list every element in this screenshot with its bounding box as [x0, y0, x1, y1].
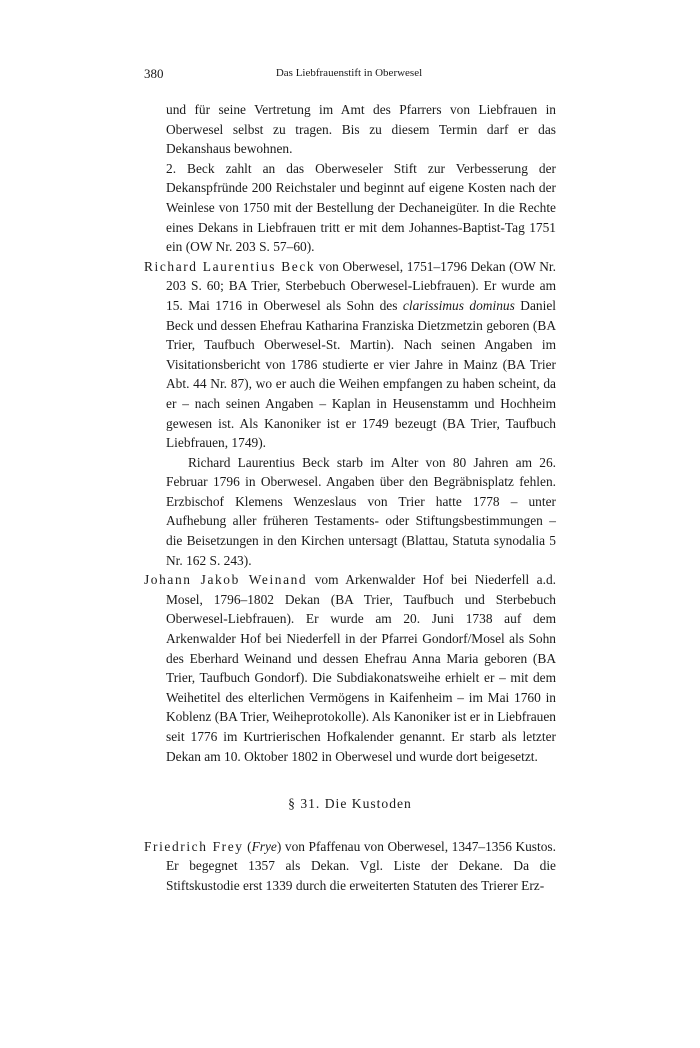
- entry-beck: [144, 257, 556, 453]
- entry-frey-text-a: (: [243, 838, 252, 854]
- entry-beck-death: Richard Laurentius Beck starb im Alter von 80 Jahren am 26. Februar 1796 in Oberwesel. Angaben über den Begräbnisplatz fehlen. Erzbischof Klemens Wenzeslaus von Trier hatte 1778 – unter Aufhebung aller früheren Testaments- oder Stiftungsbestimmungen – die Beisetzungen in den Kirchen untersagt (Blattau, Statuta synodalia 5 Nr. 162 S. 243).: [166, 454, 556, 568]
- section-heading: § 31. Die Kustoden: [288, 796, 412, 812]
- entry-beck-text-b: Daniel Beck und dessen Ehefrau Katharina Franziska Dietzmetzin geboren (BA Trier, Taufbuch Oberwesel-St. Martin). Nach seinen Angaben im Visitationsbericht von 1786 studierte er vier Jahre in Mainz (BA Trier Abt. 44 Nr. 87), wo er auch die Weihen empfangen zu haben scheint, da er – nach seinen Angaben – Kaplan in Heusenstamm und Hochheim gewesen ist. Als Kanoniker ist er 1749 bezeugt (BA Trier, Taufbuch Liebfrauen, 1749).: [166, 297, 556, 451]
- page-number: 380: [144, 66, 164, 81]
- entry-weinand-text: vom Arkenwalder Hof bei Niederfell a.d. Mosel, 1796–1802 Dekan (BA Trier, Taufbuch und Sterbebuch Oberwesel-Liebfrauen). Er wurde am 20. Juni 1738 auf dem Arkenwalder Hof bei Niederfell in der Pfarrei Gondorf/Mosel als Sohn des Eberhard Weinand und dessen Ehefrau Anna Maria geboren (BA Trier, Taufbuch Gondorf). Die Subdiakonatsweihe erhielt er – mit dem Weihetitel des elterlichen Vermögens in Kaifenheim – im Mai 1760 in Koblenz (BA Trier, Weiheprotokolle). Als Kanoniker ist er in Liebfrauen seit 1776 im Kurtrierischen Hofkalender genannt. Er starb als letzter Dekan am 10. Oktober 1802 in Oberwesel und wurde dort beigesetzt.: [166, 572, 557, 764]
- entry-frey-italic: Frye: [251, 838, 277, 854]
- running-header: [144, 66, 554, 82]
- entry-weinand: [144, 570, 556, 766]
- entry-frey: [144, 837, 556, 896]
- paragraph-continuation: und für seine Vertretung im Amt des Pfarrers von Liebfrauen in Oberwesel selbst zu tragen. Bis zu diesem Termin darf er das Dekanshaus bewohnen.: [166, 102, 556, 157]
- entry-beck-italic: clarissimus dominus: [402, 297, 515, 313]
- page-body: [144, 100, 556, 896]
- entry-name-frey: Friedrich Frey: [144, 838, 244, 854]
- entry-frey-text-b: ) von Pfaffenau von Oberwesel, 1347–1356 Kustos. Er begegnet 1357 als Dekan. Vgl. Liste der Dekane. Da die Stiftskustodie erst 1339 durch die erweiterten Statuten des Trierer Erz-: [166, 838, 556, 893]
- entry-name-weinand: Johann Jakob Weinand: [144, 572, 308, 588]
- running-title: Das Liebfrauenstift in Oberwesel: [275, 67, 423, 79]
- entry-name-beck: Richard Laurentius Beck: [144, 258, 316, 274]
- entry-beck-text-a: von Oberwesel, 1751–1796 Dekan (OW Nr. 203 S. 60; BA Trier, Sterbebuch Oberwesel-Liebfrauen). Er wurde am 15. Mai 1716 in Oberwesel als Sohn des: [166, 258, 556, 313]
- paragraph-item-2: 2. Beck zahlt an das Oberweseler Stift zur Verbesserung der Dekanspfründe 200 Reichstaler und beginnt auf eigene Kosten nach der Weinlese von 1750 mit der Bestellung der Dechaneigüter. In die Rechte eines Dekans in Liebfrauen tritt er mit dem Johannes-Baptist-Tag 1751 ein (OW Nr. 203 S. 57–60).: [166, 160, 556, 255]
